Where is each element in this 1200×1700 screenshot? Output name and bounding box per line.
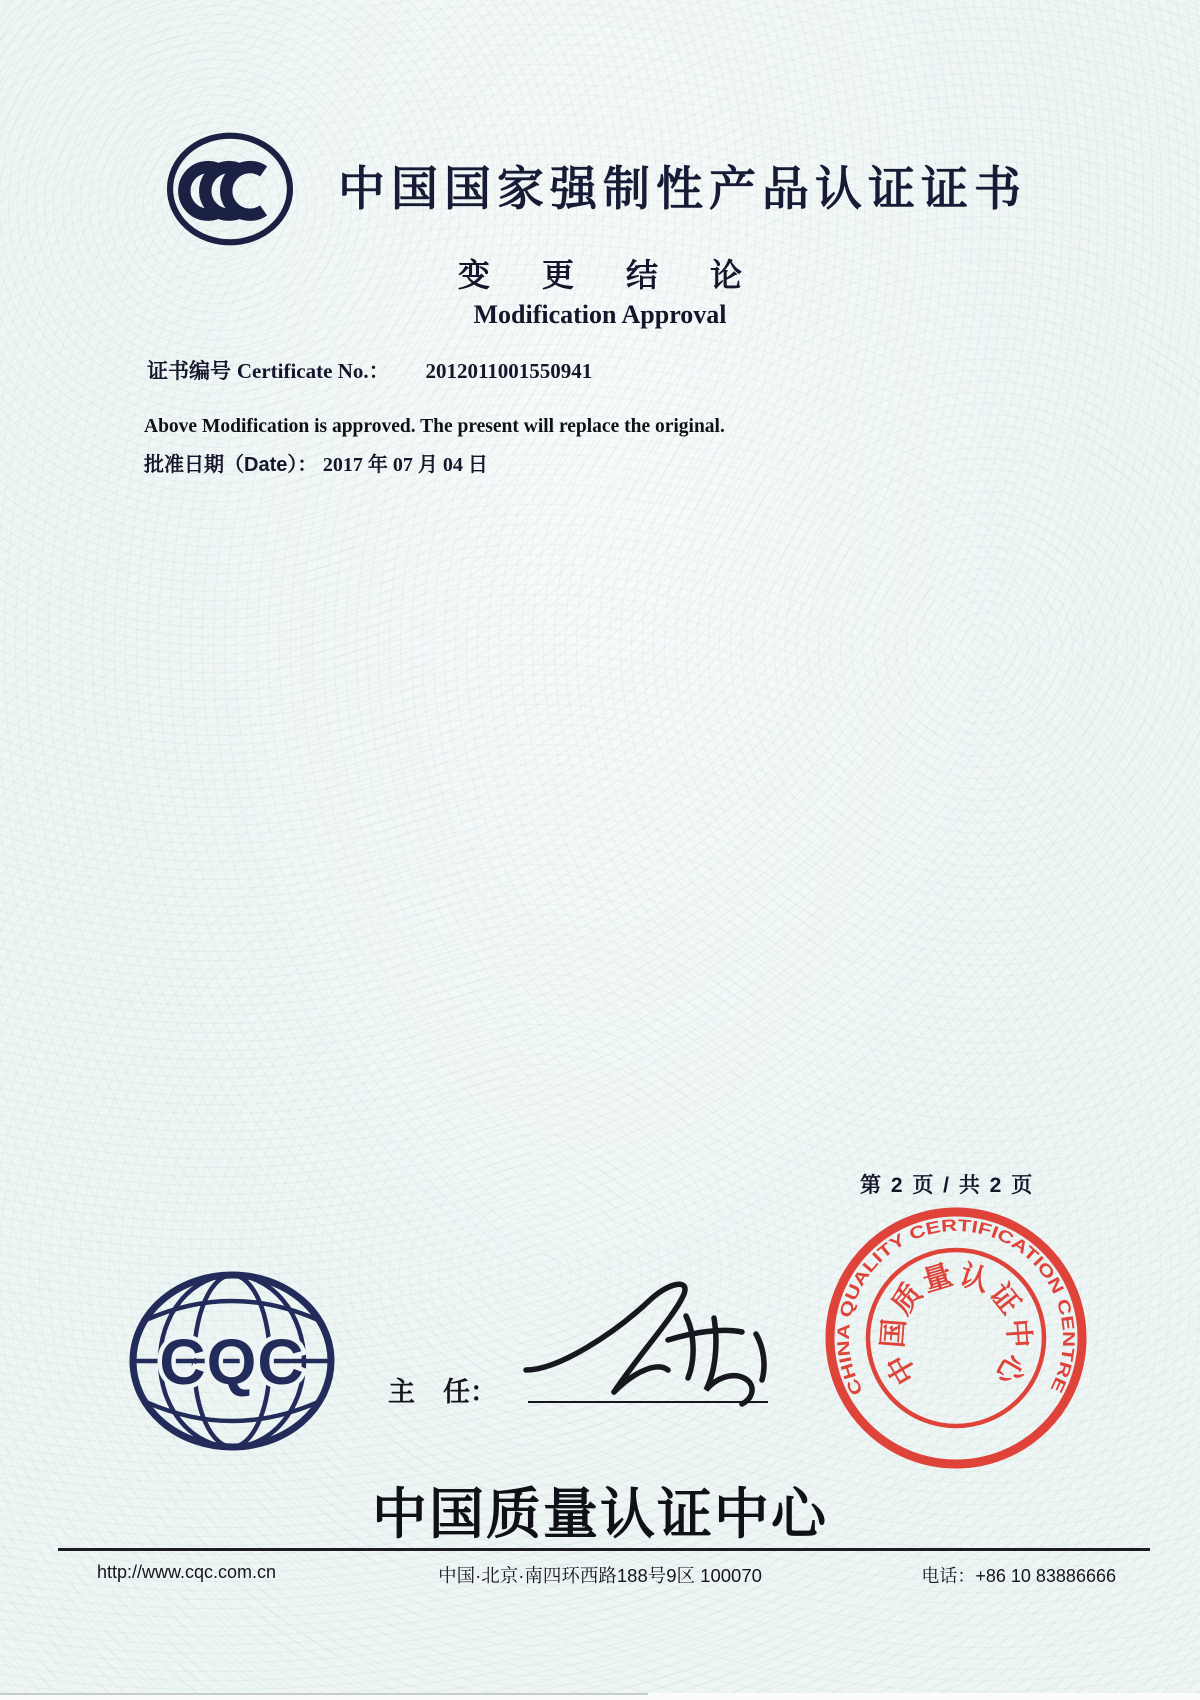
stamp-inner-char: 证	[982, 1277, 1027, 1321]
organization-name: 中国质量认证中心	[371, 1483, 828, 1545]
stamp-inner-ring	[876, 1258, 1036, 1391]
footer-website: http://www.cqc.com.cn	[97, 1562, 277, 1582]
page-indicator: 第 2 页 / 共 2 页	[860, 1174, 1035, 1197]
stamp-inner-char: 中	[881, 1348, 924, 1390]
certificate-number-line	[147, 355, 592, 385]
stamp-inner-char: 中	[1000, 1317, 1035, 1350]
director-label-first: 主	[388, 1377, 415, 1407]
subtitle-cn-char: 变	[457, 257, 490, 293]
subtitle-cn-char: 论	[710, 257, 743, 293]
approval-statement: Above Modification is approved. The present will replace the original.	[144, 416, 725, 437]
director-label-second: 任：	[443, 1377, 497, 1407]
subtitle-en: Modification Approval	[473, 300, 727, 329]
approval-date-line	[144, 448, 488, 477]
signature-line	[528, 1401, 768, 1403]
cqc-globe-logo-icon	[126, 1268, 338, 1454]
cert-no-value: 2012011001550941	[425, 359, 593, 383]
footer-phone: 电话：+86 10 83886666	[921, 1566, 1116, 1586]
subtitle-cn-char: 更	[541, 257, 574, 293]
stamp-inner-char: 质	[885, 1277, 930, 1321]
date-value: 2017 年 07 月 04 日	[322, 454, 488, 476]
certificate-title: 中国国家强制性产品认证证书	[338, 162, 1027, 215]
director-label	[388, 1370, 497, 1409]
stamp-inner-char: 心	[988, 1348, 1031, 1390]
director-signature	[518, 1274, 780, 1412]
subtitle-cn	[0, 250, 1200, 296]
subtitle-cn-char: 结	[626, 257, 659, 293]
cqc-red-stamp	[821, 1203, 1091, 1473]
stamp-inner-char: 国	[877, 1317, 912, 1350]
date-label: 批准日期（Date）：	[144, 454, 318, 476]
stamp-inner-char: 量	[919, 1259, 957, 1299]
cert-no-label-en: Certificate No.：	[236, 359, 390, 383]
footer-address: 中国·北京·南四环西路188号9区 100070	[438, 1565, 762, 1586]
stamp-inner-char: 认	[955, 1259, 993, 1299]
footer-divider	[58, 1548, 1150, 1551]
ccc-logo-icon	[163, 130, 297, 248]
cert-no-label-cn: 证书编号	[147, 360, 231, 383]
stamp-outer-text: CHINA QUALITY CERTIFICATION CENTRE	[833, 1215, 1079, 1399]
cqc-logo-text: CQC	[159, 1326, 305, 1398]
scan-edge-line	[0, 1693, 648, 1695]
